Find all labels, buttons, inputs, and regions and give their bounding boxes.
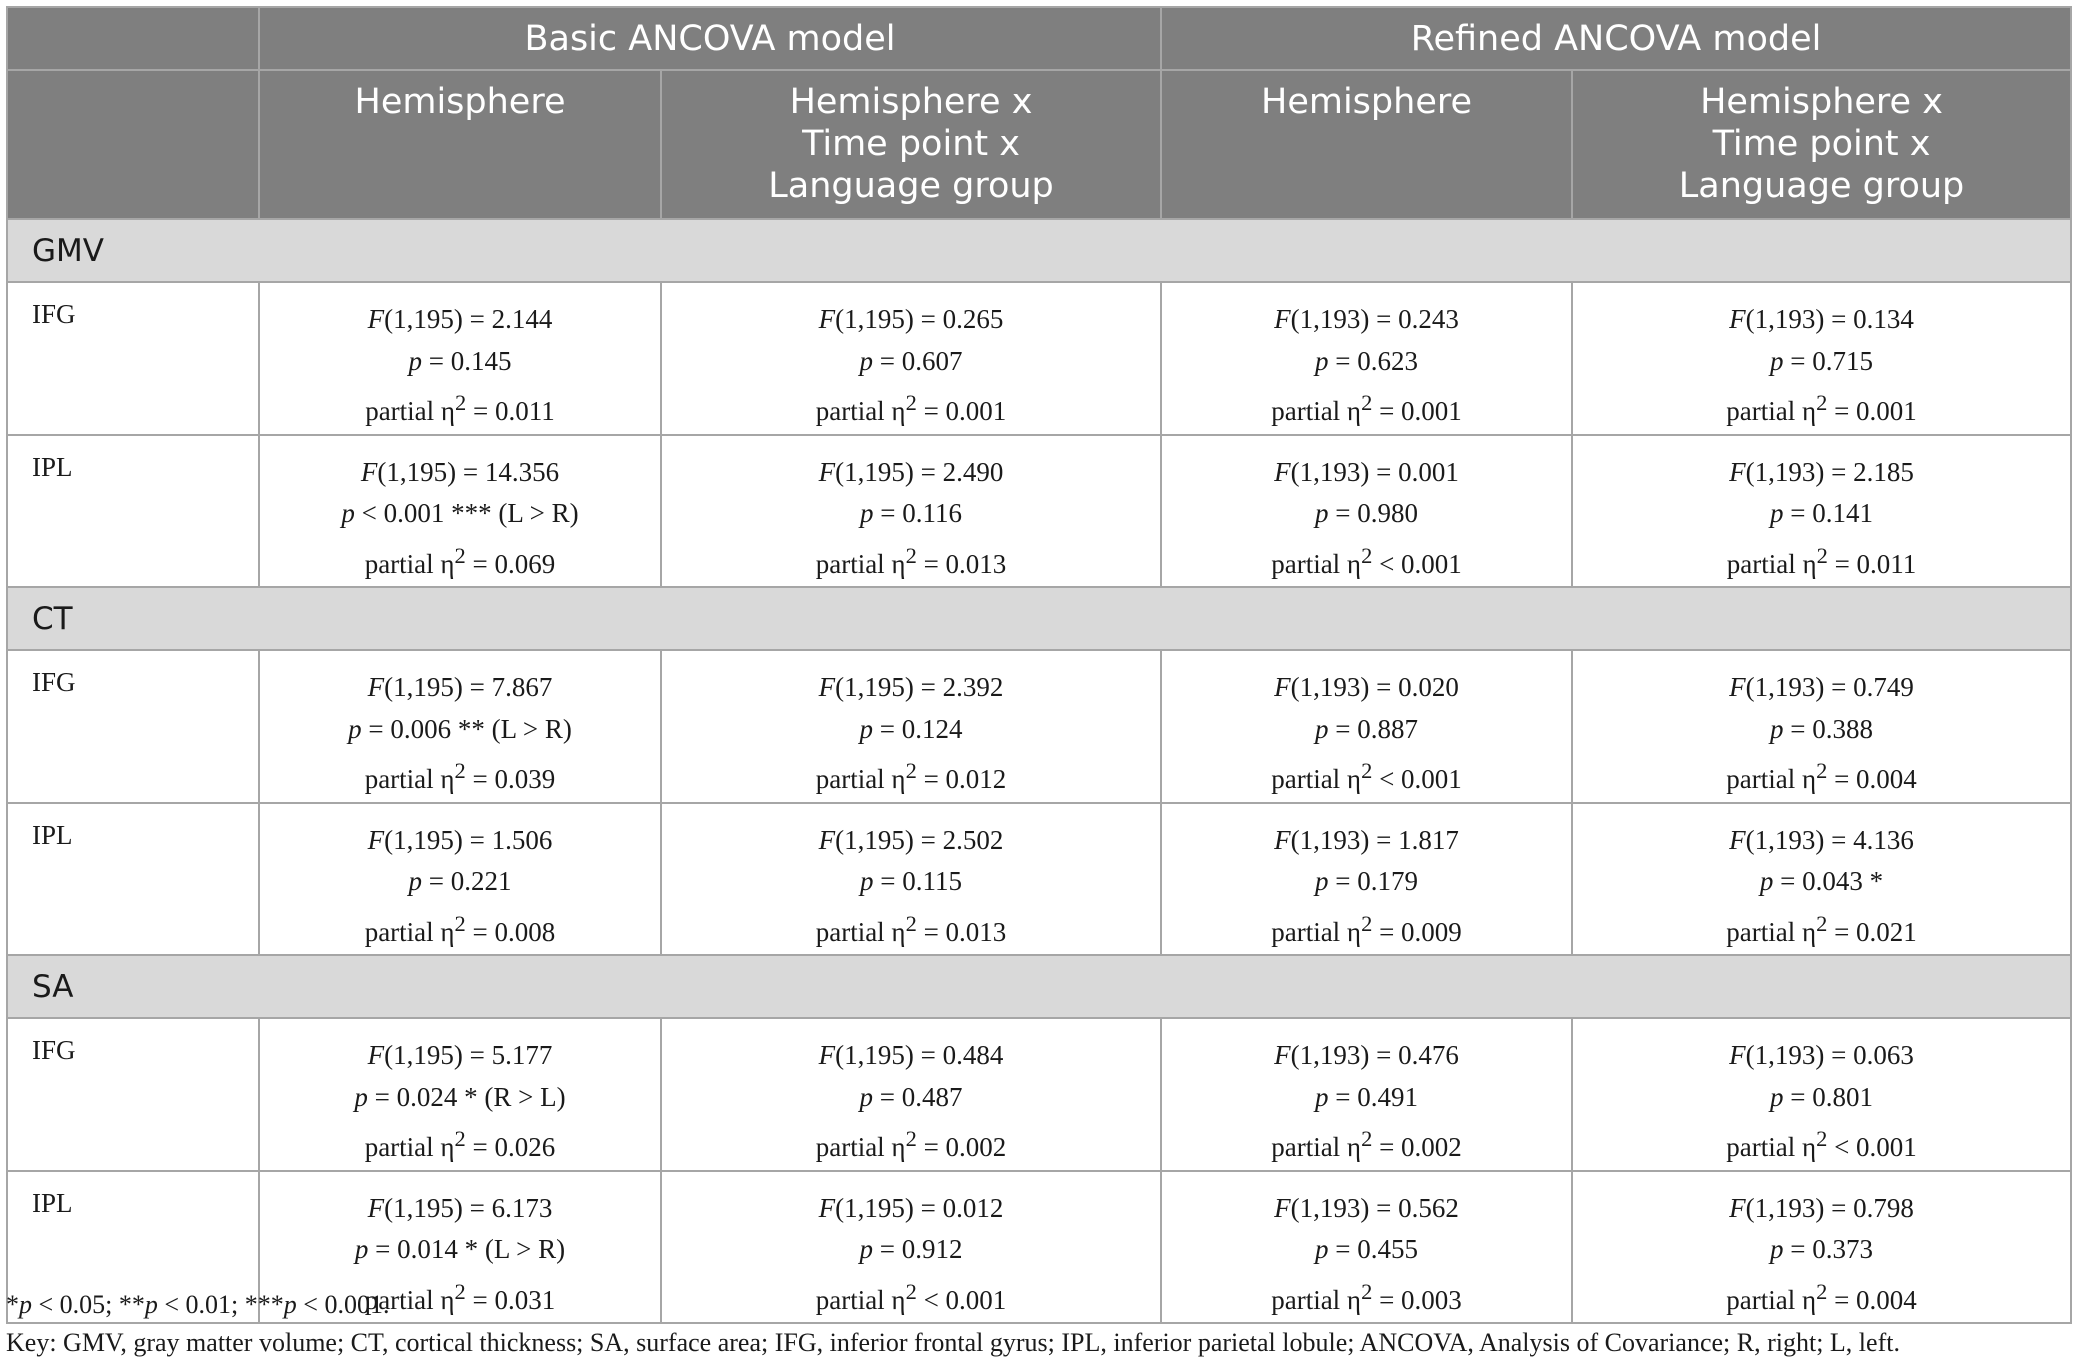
- p-value: p = 0.006 ** (L > R): [348, 713, 572, 744]
- p-value: p = 0.014 * (L > R): [354, 1234, 566, 1264]
- results-table-container: [6, 6, 2070, 1324]
- table-footnotes: [6, 1286, 2070, 1362]
- stat-cell: [1161, 650, 1572, 803]
- effect-size: partial $\eta^2 = 0.039$: [364, 758, 556, 794]
- header-refined-interaction: [1572, 70, 2071, 219]
- stat-cell: [1572, 1018, 2071, 1171]
- region-label: IFG: [7, 1018, 259, 1171]
- stat-cell: [661, 1018, 1161, 1171]
- stat-cell: [661, 650, 1161, 803]
- header-corner-top: [7, 7, 259, 70]
- table-row: [7, 650, 2071, 803]
- stat-cell: [1161, 1018, 1572, 1171]
- p-value: p < 0.001 *** (L > R): [341, 498, 579, 528]
- effect-size: partial $\eta^2 = 0.013$: [815, 910, 1007, 947]
- p-value: p = 0.373: [1770, 1234, 1874, 1264]
- effect-size: partial $\eta^2 = 0.002$: [815, 1126, 1007, 1162]
- stat-cell: [1572, 650, 2071, 803]
- p-value: p = 0.912: [859, 1234, 963, 1264]
- section-label: GMV: [7, 219, 2071, 282]
- ancova-results-table: [6, 6, 2072, 1324]
- section-row: [7, 955, 2071, 1018]
- p-value: p = 0.179: [1315, 866, 1418, 896]
- stat-cell: [661, 282, 1161, 435]
- p-value: p = 0.115: [860, 866, 962, 896]
- p-value: p = 0.487: [859, 1081, 963, 1112]
- effect-size: partial $\eta^2 = 0.021$: [1726, 910, 1917, 947]
- f-statistic: F(1,195) = 1.506: [367, 824, 553, 855]
- f-statistic: F(1,193) = 1.817: [1274, 824, 1459, 855]
- f-statistic: F(1,193) = 0.562: [1274, 1192, 1459, 1223]
- p-value: p = 0.491: [1315, 1081, 1418, 1112]
- effect-size: partial $\eta^2 < 0.001$: [815, 1278, 1007, 1315]
- f-statistic: F(1,193) = 0.063: [1729, 1040, 1914, 1070]
- section-label: SA: [7, 955, 2071, 1018]
- header-line: Time point x: [802, 124, 1020, 164]
- f-statistic: F(1,195) = 0.484: [818, 1040, 1004, 1070]
- stat-cell: [1161, 282, 1572, 435]
- p-value: p = 0.221: [408, 866, 512, 896]
- stat-cell: [1572, 435, 2071, 588]
- f-statistic: F(1,195) = 2.144: [367, 304, 553, 334]
- header-line: Time point x: [1712, 124, 1931, 164]
- p-value: p = 0.623: [1315, 345, 1418, 376]
- f-statistic: F(1,195) = 6.173: [367, 1192, 553, 1223]
- stat-cell: [259, 650, 661, 803]
- f-statistic: F(1,193) = 2.185: [1729, 456, 1914, 487]
- region-label: IPL: [7, 1171, 259, 1324]
- effect-size: partial $\eta^2 = 0.069$: [364, 542, 556, 579]
- table-row: [7, 435, 2071, 588]
- stat-cell: [259, 282, 661, 435]
- stat-cell: [1572, 282, 2071, 435]
- stat-cell: [661, 435, 1161, 588]
- effect-size: partial $\eta^2 = 0.026$: [364, 1126, 556, 1162]
- effect-size: partial $\eta^2 = 0.002$: [1271, 1126, 1462, 1162]
- table-body: [7, 219, 2071, 1323]
- effect-size: partial $\eta^2 = 0.008$: [364, 910, 556, 947]
- effect-size: partial $\eta^2 = 0.031$: [364, 1278, 556, 1315]
- header-basic-interaction: [661, 70, 1161, 219]
- effect-size: partial $\eta^2 = 0.011$: [1726, 542, 1917, 579]
- effect-size: partial $\eta^2 < 0.001$: [1271, 758, 1462, 794]
- header-line: Language group: [1678, 166, 1965, 206]
- stat-cell: [1161, 803, 1572, 956]
- p-value: p = 0.388: [1770, 713, 1874, 744]
- region-label: IPL: [7, 803, 259, 956]
- effect-size: partial $\eta^2 = 0.001$: [1726, 390, 1917, 426]
- f-statistic: F(1,195) = 0.265: [818, 304, 1004, 334]
- effect-size: partial $\eta^2 < 0.001$: [1271, 542, 1462, 579]
- stat-cell: [259, 435, 661, 588]
- header-line: Language group: [768, 166, 1054, 206]
- effect-size: partial $\eta^2 = 0.009$: [1271, 910, 1462, 947]
- effect-size: partial $\eta^2 = 0.011$: [365, 390, 555, 426]
- effect-size: partial $\eta^2 = 0.004$: [1726, 758, 1917, 794]
- stat-cell: [1161, 435, 1572, 588]
- section-label: CT: [7, 587, 2071, 650]
- effect-size: partial $\eta^2 = 0.004$: [1726, 1278, 1917, 1315]
- header-basic-model: Basic ANCOVA model: [259, 7, 1161, 70]
- f-statistic: F(1,195) = 14.356: [360, 456, 560, 487]
- footnote-key: Key: GMV, gray matter volume; CT, cortical thickness; SA, surface area; IFG, inferior frontal gyrus; IPL, inferior parietal lobule; ANCOVA, Analysis of Covariance; R, right; L, left.: [6, 1328, 1900, 1357]
- header-refined-hemisphere: [1161, 70, 1572, 219]
- header-group-row: [7, 7, 2071, 70]
- table-row: [7, 1018, 2071, 1171]
- table-row: [7, 282, 2071, 435]
- f-statistic: F(1,193) = 4.136: [1729, 824, 1914, 855]
- stat-cell: [1572, 803, 2071, 956]
- section-row: [7, 587, 2071, 650]
- footnote-significance: *p < 0.05; **p < 0.01; ***p < 0.001.: [6, 1290, 390, 1319]
- stat-cell: [259, 1018, 661, 1171]
- header-line: Hemisphere: [354, 82, 566, 122]
- stat-cell: [661, 803, 1161, 956]
- region-label: IFG: [7, 650, 259, 803]
- f-statistic: F(1,195) = 2.392: [818, 672, 1004, 702]
- effect-size: partial $\eta^2 < 0.001$: [1726, 1126, 1917, 1162]
- f-statistic: F(1,195) = 7.867: [367, 672, 553, 702]
- f-statistic: F(1,193) = 0.243: [1274, 304, 1459, 334]
- p-value: p = 0.980: [1315, 498, 1418, 528]
- p-value: p = 0.145: [408, 345, 512, 376]
- header-line: Hemisphere: [1261, 82, 1473, 122]
- f-statistic: F(1,193) = 0.134: [1729, 304, 1914, 334]
- p-value: p = 0.116: [860, 498, 962, 528]
- header-line: Hemisphere x: [1700, 82, 1943, 122]
- section-row: [7, 219, 2071, 282]
- effect-size: partial $\eta^2 = 0.001$: [815, 390, 1007, 426]
- f-statistic: F(1,193) = 0.798: [1729, 1192, 1914, 1223]
- region-label: IPL: [7, 435, 259, 588]
- p-value: p = 0.607: [859, 345, 963, 376]
- p-value: p = 0.455: [1315, 1234, 1418, 1264]
- f-statistic: F(1,193) = 0.001: [1274, 456, 1459, 487]
- p-value: p = 0.887: [1315, 713, 1418, 744]
- p-value: p = 0.124: [859, 713, 963, 744]
- p-value: p = 0.043 *: [1759, 866, 1884, 896]
- effect-size: partial $\eta^2 = 0.013$: [815, 542, 1007, 579]
- stat-cell: [259, 803, 661, 956]
- effect-size: partial $\eta^2 = 0.003$: [1271, 1278, 1462, 1315]
- f-statistic: F(1,193) = 0.476: [1274, 1040, 1459, 1070]
- f-statistic: F(1,195) = 5.177: [367, 1040, 553, 1070]
- p-value: p = 0.024 * (R > L): [354, 1081, 566, 1112]
- f-statistic: F(1,193) = 0.749: [1729, 672, 1914, 702]
- f-statistic: F(1,195) = 2.502: [818, 824, 1004, 855]
- p-value: p = 0.141: [1770, 498, 1874, 528]
- header-basic-hemisphere: [259, 70, 661, 219]
- effect-size: partial $\eta^2 = 0.012$: [815, 758, 1007, 794]
- header-column-row: [7, 70, 2071, 219]
- region-label: IFG: [7, 282, 259, 435]
- table-row: [7, 803, 2071, 956]
- p-value: p = 0.801: [1770, 1081, 1874, 1112]
- header-refined-model: Refined ANCOVA model: [1161, 7, 2071, 70]
- f-statistic: F(1,193) = 0.020: [1274, 672, 1459, 702]
- header-line: Hemisphere x: [789, 82, 1033, 122]
- p-value: p = 0.715: [1770, 345, 1874, 376]
- header-corner-bottom: [7, 70, 259, 219]
- f-statistic: F(1,195) = 2.490: [818, 456, 1004, 487]
- effect-size: partial $\eta^2 = 0.001$: [1271, 390, 1462, 426]
- f-statistic: F(1,195) = 0.012: [818, 1192, 1004, 1223]
